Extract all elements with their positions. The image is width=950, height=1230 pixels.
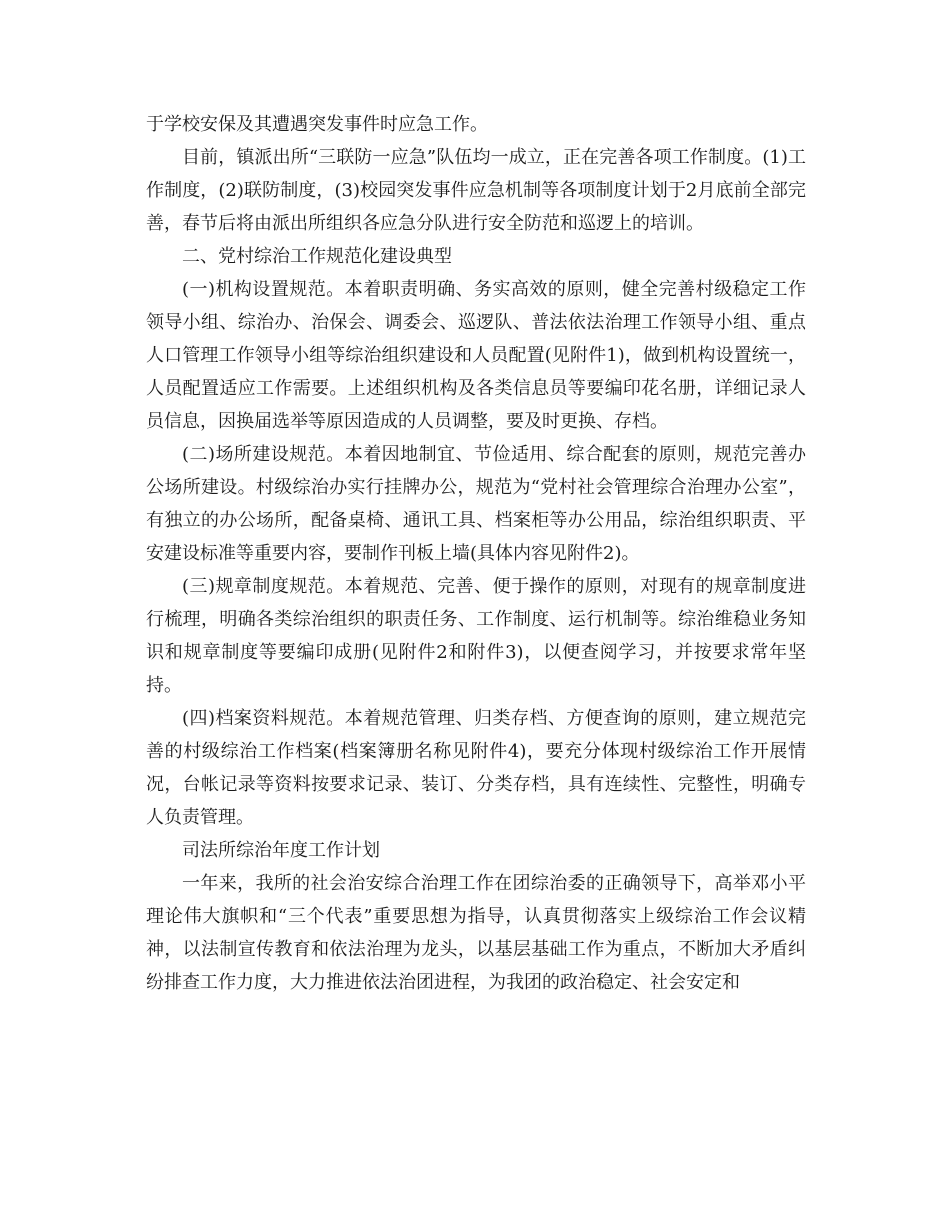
document-page <box>146 108 806 999</box>
paragraph-archives: (四)档案资料规范。本着规范管理、归类存档、方便查询的原则，建立规范完善的村级综治工作档案(档案簿册名称见附件4)，要充分体现村级综治工作开展情况，台帐记录等资料按要求记录、装订、分类存档，具有连续性、完整性，明确专人负责管理。 <box>146 708 806 828</box>
section-heading-standardization: 二、党村综治工作规范化建设典型 <box>182 246 452 267</box>
document-title-annual-plan: 司法所综治年度工作计划 <box>182 840 380 861</box>
paragraph-continuation: 于学校安保及其遭遇突发事件时应急工作。 <box>146 114 488 135</box>
paragraph-police-joint-defense: 目前，镇派出所“三联防一应急”队伍均一成立，正在完善各项工作制度。(1)工作制度，(2)联防制度，(3)校园突发事件应急机制等各项制度计划于2月底前全部完善，春节后将由派出所组织各应急分队进行安全防范和巡逻上的培训。 <box>146 147 806 234</box>
paragraph-annual-review: 一年来，我所的社会治安综合治理工作在团综治委的正确领导下，高举邓小平理论伟大旗帜和“三个代表”重要思想为指导，认真贯彻落实上级综治工作会议精神，以法制宣传教育和依法治理为龙头，以基层基础工作为重点，不断加大矛盾纠纷排查工作力度，大力推进依法治团进程，为我团的政治稳定、社会安定和 <box>146 873 806 993</box>
paragraph-site-construction: (二)场所建设规范。本着因地制宜、节俭适用、综合配套的原则，规范完善办公场所建设。村级综治办实行挂牌办公，规范为“党村社会管理综合治理办公室”，有独立的办公场所，配备桌椅、通讯工具、档案柜等办公用品，综治组织职责、平安建设标准等重要内容，要制作刊板上墙(具体内容见附件2)。 <box>146 444 806 564</box>
paragraph-rules-regulations: (三)规章制度规范。本着规范、完善、便于操作的原则，对现有的规章制度进行梳理，明确各类综治组织的职责任务、工作制度、运行机制等。综治维稳业务知识和规章制度等要编印成册(见附件2和附件3)，以便查阅学习，并按要求常年坚持。 <box>146 576 806 696</box>
paragraph-organization-setup: (一)机构设置规范。本着职责明确、务实高效的原则，健全完善村级稳定工作领导小组、综治办、治保会、调委会、巡逻队、普法依法治理工作领导小组、重点人口管理工作领导小组等综治组织建设和人员配置(见附件1)，做到机构设置统一，人员配置适应工作需要。上述组织机构及各类信息员等要编印花名册，详细记录人员信息，因换届选举等原因造成的人员调整，要及时更换、存档。 <box>146 279 806 432</box>
